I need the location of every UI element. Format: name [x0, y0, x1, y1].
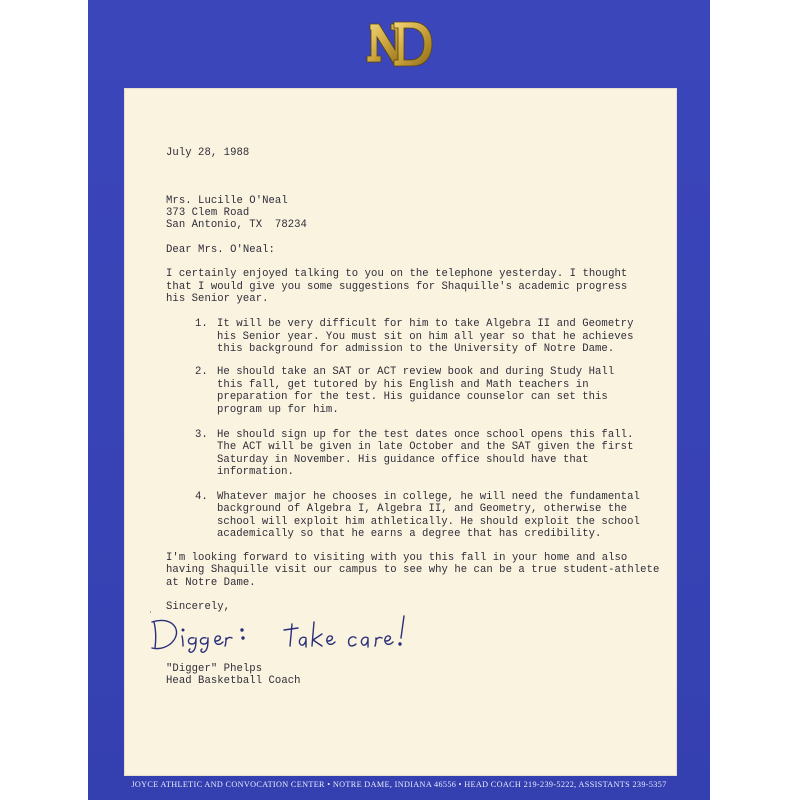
address-name: Mrs. Lucille O'Neal — [166, 195, 288, 207]
list-item-number: 3. — [195, 429, 208, 441]
list-item-line: background of Algebra I, Algebra II, and Geometry, otherwise the — [217, 503, 628, 515]
signoff: Sincerely, — [166, 601, 231, 613]
letter-date: July 28, 1988 — [166, 147, 250, 159]
list-item-line: The ACT will be given in late October and the SAT given the first — [217, 441, 634, 453]
intro-line: that I would give you some suggestions for Shaquille's academic progress — [166, 281, 628, 293]
list-item-line: It will be very difficult for him to take Algebra II and Geometry — [217, 318, 634, 330]
list-item-line: program up for him. — [217, 404, 339, 416]
address-city: San Antonio, TX 78234 — [166, 219, 307, 231]
list-item-number: 1. — [195, 318, 208, 330]
closing-line: at Notre Dame. — [166, 577, 256, 589]
list-item-line: He should sign up for the test dates once school opens this fall. — [217, 429, 634, 441]
salutation: Dear Mrs. O'Neal: — [166, 244, 275, 256]
signer-name: "Digger" Phelps — [166, 663, 263, 675]
handwritten-signature — [150, 608, 440, 654]
list-item-line: this fall, get tutored by his English and Math teachers in — [217, 379, 589, 391]
list-item-line: Saturday in November. His guidance office should have that — [217, 454, 589, 466]
notre-dame-monogram-logo — [364, 14, 436, 74]
list-item-line: school will exploit him athletically. He should exploit the school — [217, 516, 640, 528]
letterhead-footer: JOYCE ATHLETIC AND CONVOCATION CENTER • NOTRE DAME, INDIANA 46556 • HEAD COACH 219-239-5222, ASSISTANTS 239-5357 — [131, 780, 667, 789]
list-item-line: his Senior year. You must sit on him all year so that he achieves — [217, 331, 634, 343]
list-item-line: academically so that he earns a degree that has credibility. — [217, 528, 602, 540]
intro-line: his Senior year. — [166, 293, 269, 305]
closing-line: having Shaquille visit our campus to see why he can be a true student-athlete — [166, 564, 660, 576]
intro-line: I certainly enjoyed talking to you on the telephone yesterday. I thought — [166, 268, 628, 280]
list-item-line: He should take an SAT or ACT review book and during Study Hall — [217, 366, 615, 378]
closing-line: I'm looking forward to visiting with you this fall in your home and also — [166, 552, 628, 564]
address-street: 373 Clem Road — [166, 207, 250, 219]
list-item-line: this background for admission to the University of Notre Dame. — [217, 343, 615, 355]
list-item-line: information. — [217, 466, 294, 478]
list-item-line: preparation for the test. His guidance counselor can set this — [217, 391, 608, 403]
list-item-number: 2. — [195, 366, 208, 378]
list-item-line: Whatever major he chooses in college, he will need the fundamental — [217, 491, 640, 503]
list-item-number: 4. — [195, 491, 208, 503]
signer-title: Head Basketball Coach — [166, 675, 301, 687]
